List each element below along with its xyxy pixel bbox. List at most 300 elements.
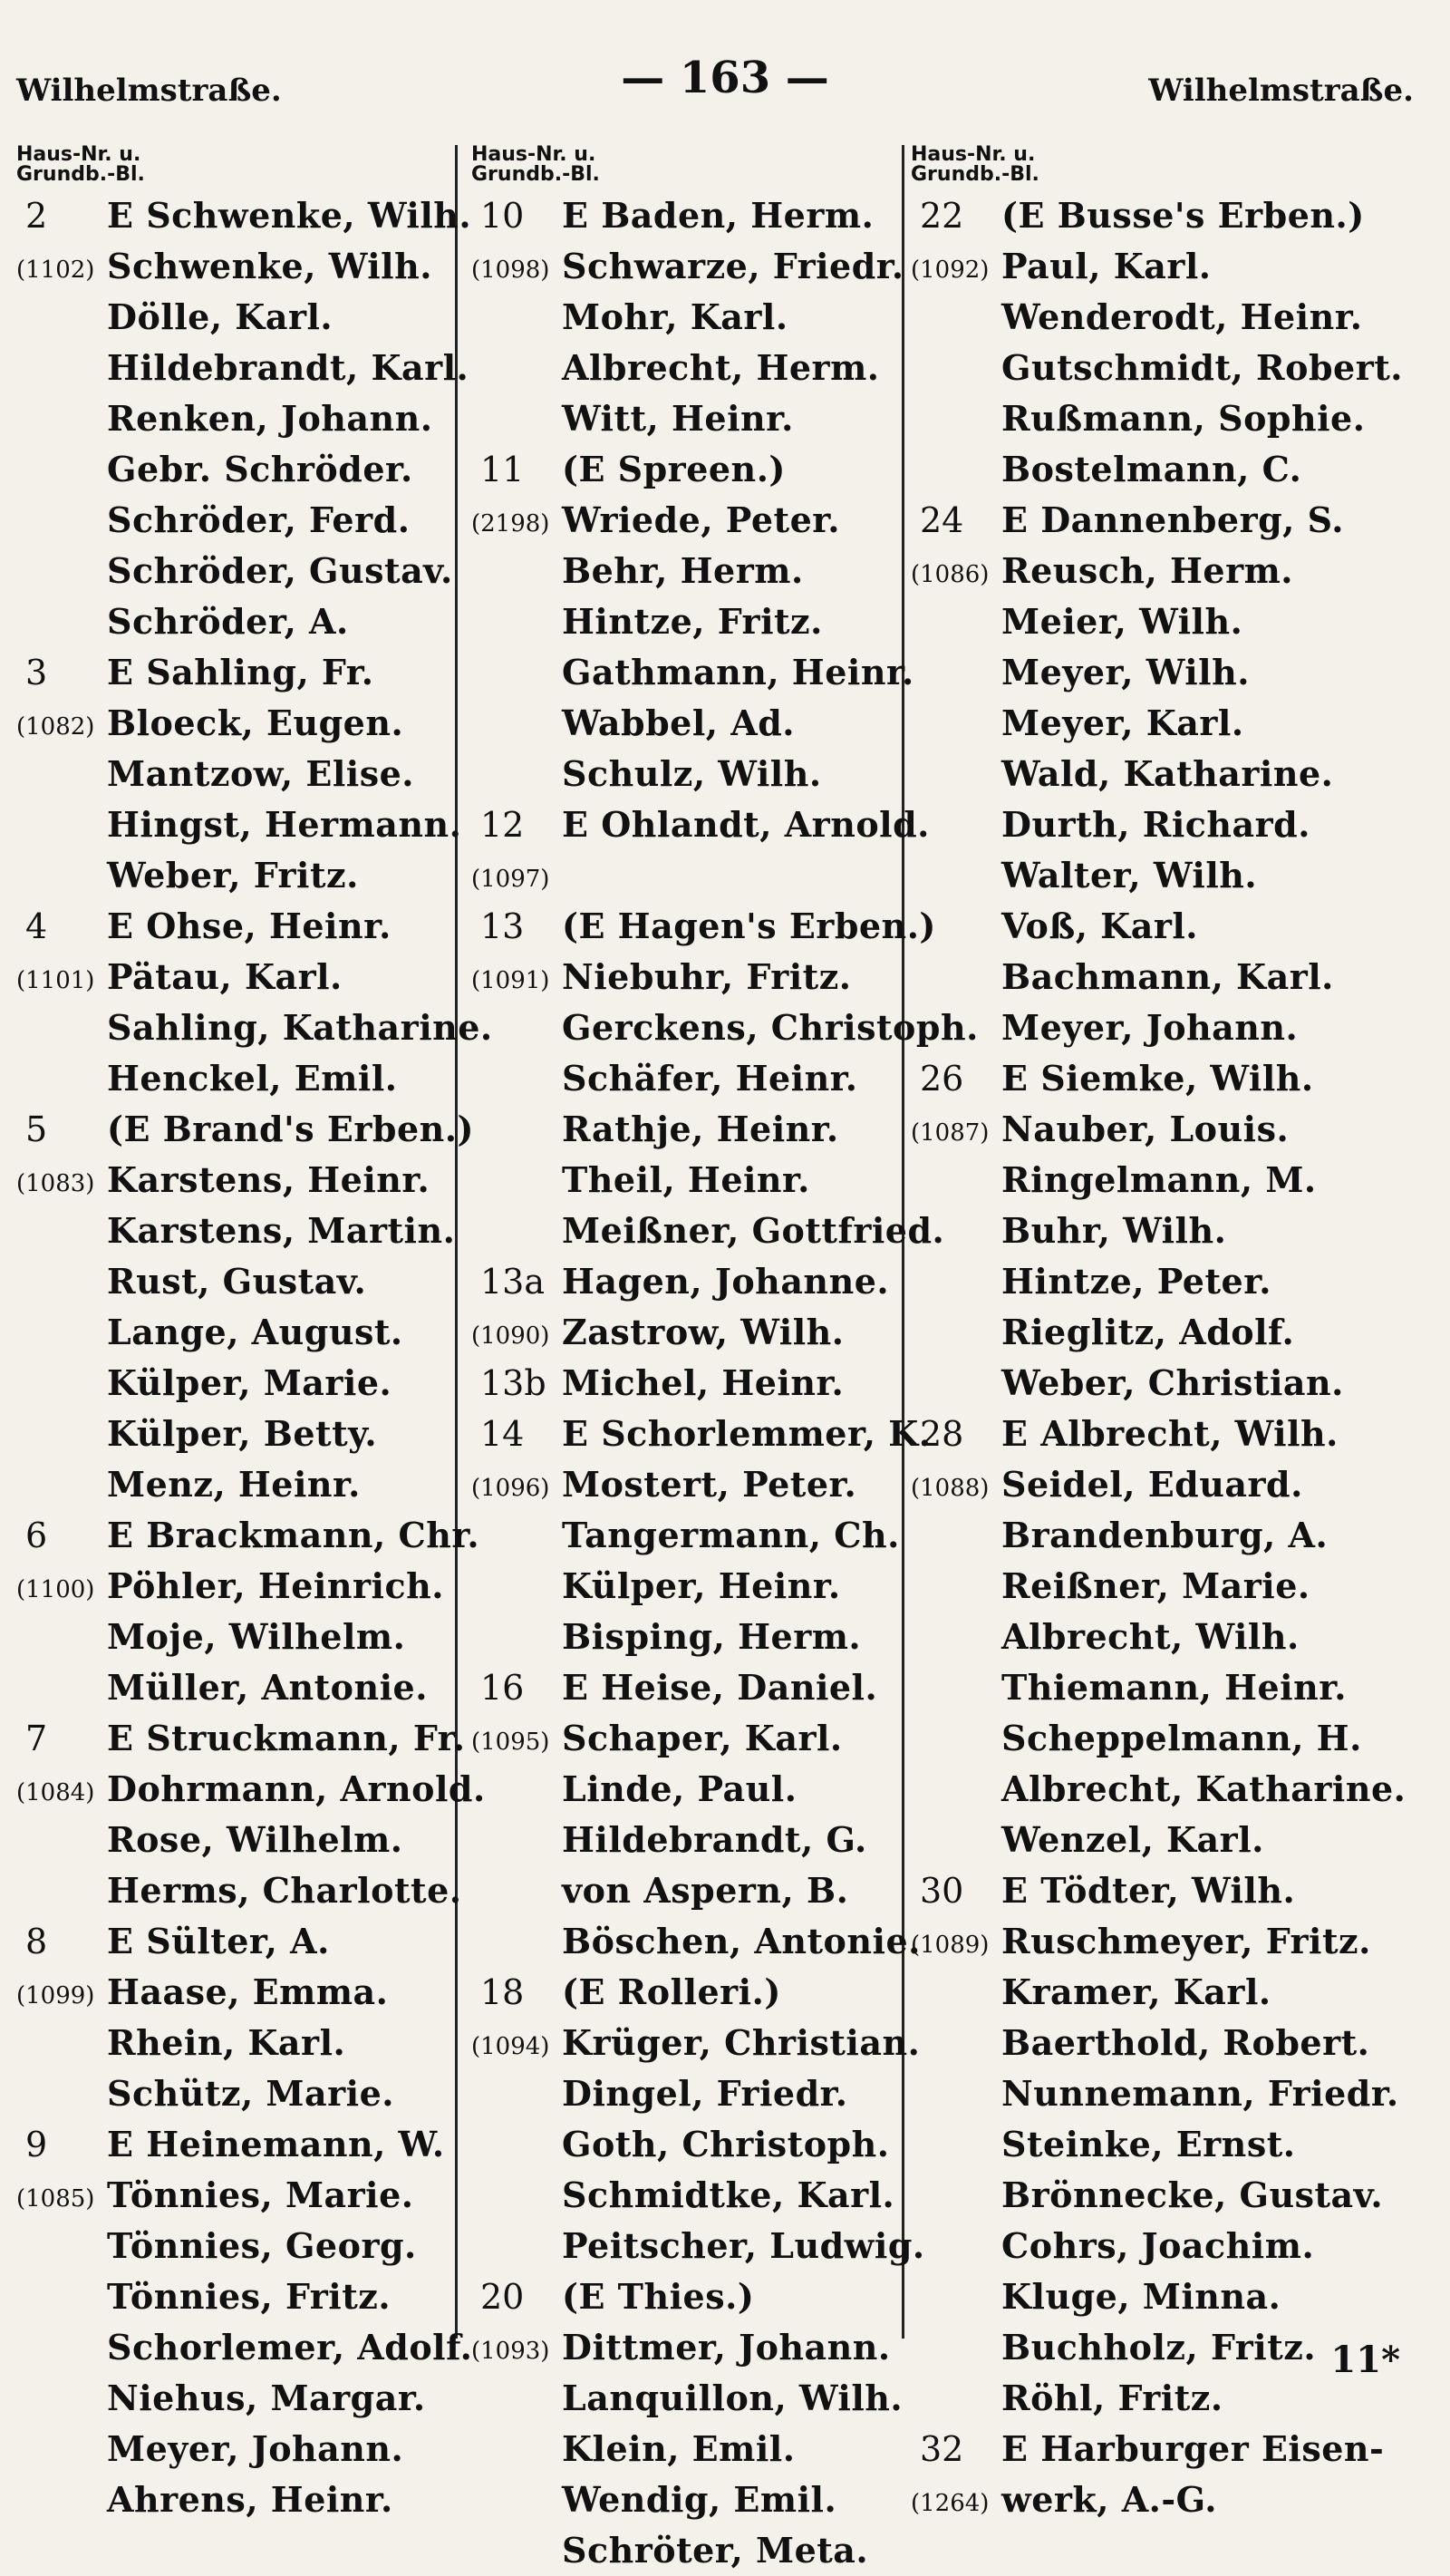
resident-name: Ahrens, Heinr. [107,2479,393,2520]
resident-name: Tangermann, Ch. [562,1515,900,1555]
list-item [911,444,1400,495]
list-item [16,799,462,850]
house-number: 12 [480,805,525,845]
resident-name: Wriede, Peter. [562,499,841,540]
resident-name: Röhl, Fritz. [1001,2377,1223,2418]
resident-name: Rust, Gustav. [107,1261,367,1302]
resident-name: Schröder, A. [107,601,349,642]
house-number: 10 [480,196,525,236]
house-number: 18 [480,1972,525,2012]
list-item [471,2424,902,2474]
list-item [16,1865,462,1916]
resident-name: Kluge, Minna. [1001,2276,1281,2317]
resident-name: Dölle, Karl. [107,296,334,337]
resident-name: (E Rolleri.) [562,1971,781,2012]
list-item [471,393,902,444]
list-item [16,1409,451,1459]
list-item [471,1256,902,1307]
resident-name: Brandenburg, A. [1001,1515,1329,1555]
resident-name: Hintze, Peter. [1001,1261,1271,1302]
list-item [471,1206,945,1256]
resident-name: Witt, Heinr. [562,398,794,439]
house-number: 22 [920,196,964,236]
resident-name: Paul, Karl. [1001,246,1212,286]
list-item [16,2119,451,2170]
resident-name: Renken, Johann. [107,398,433,439]
list-item [16,343,469,393]
list-item [911,647,1400,698]
resident-name: Mantzow, Elise. [107,753,414,794]
resident-name: Schulz, Wilh. [562,753,822,794]
list-item [911,1713,1400,1764]
house-number: 8 [25,1922,48,1961]
resident-name: Gutschmidt, Robert. [1001,347,1403,388]
resident-name: Hingst, Hermann. [107,804,462,845]
list-item [16,749,451,799]
land-register-number: (1094) [471,2033,550,2060]
resident-name: Wenderodt, Heinr. [1001,296,1363,337]
list-item [911,241,1400,292]
resident-name: E Dannenberg, S. [1001,499,1344,540]
land-register-number: (1088) [911,1475,990,1502]
list-item [911,850,1400,901]
list-item [16,241,451,292]
house-number: 28 [920,1414,964,1454]
resident-name: Hildebrandt, G. [562,1819,867,1860]
list-item [911,495,1400,546]
resident-name: E Heise, Daniel. [562,1667,878,1708]
land-register-number: (1084) [16,1779,95,1806]
list-item [911,1053,1400,1104]
resident-name: Albrecht, Katharine. [1001,1768,1406,1809]
land-register-number: (1097) [471,866,550,893]
resident-name: Külper, Marie. [107,1362,392,1403]
list-item [911,2322,1400,2373]
land-register-number: (2198) [471,510,550,537]
resident-name: Scheppelmann, H. [1001,1718,1362,1758]
resident-name: Weber, Fritz. [107,855,359,896]
column-header-line-2: Grundb.-Bl. [16,163,145,186]
list-item [471,1967,902,2018]
land-register-number: (1095) [471,1729,550,1756]
resident-name: Moje, Wilhelm. [107,1616,406,1657]
land-register-number: (1098) [471,257,550,284]
list-item [471,1815,902,1865]
resident-name: Bisping, Herm. [562,1616,862,1657]
list-item [16,850,451,901]
resident-name: Bloeck, Eugen. [107,702,404,743]
list-item [16,292,451,343]
resident-name: (E Hagen's Erben.) [562,905,936,946]
list-item [471,2018,921,2068]
resident-name: Rhein, Karl. [107,2022,346,2063]
list-item [471,749,902,799]
list-item [911,1510,1400,1561]
list-item [911,2271,1400,2322]
list-item [16,1053,451,1104]
house-number: 20 [480,2277,525,2317]
resident-name: E Sülter, A. [107,1921,330,1961]
resident-name: Pätau, Karl. [107,956,343,997]
list-item [911,2424,1400,2474]
resident-name: Theil, Heinr. [562,1159,810,1200]
resident-name: Krüger, Christian. [562,2022,921,2063]
resident-name: Herms, Charlotte. [107,1870,462,1911]
list-item [911,698,1400,749]
resident-name: Nunnemann, Friedr. [1001,2073,1399,2114]
list-item [16,698,451,749]
list-item [471,343,902,393]
column-1 [16,143,493,2520]
resident-name: Henckel, Emil. [107,1058,398,1099]
list-item [471,2271,902,2322]
column-header [911,145,1400,185]
list-item [911,292,1400,343]
list-item [16,1815,451,1865]
resident-name: Ringelmann, M. [1001,1159,1317,1200]
list-item [471,1561,902,1612]
resident-name: Buchholz, Fritz. [1001,2327,1317,2368]
list-item [16,1561,451,1612]
list-item [471,1510,902,1561]
list-item [471,647,914,698]
list-item [471,2170,902,2221]
resident-name: Reusch, Herm. [1001,550,1294,591]
list-item [471,292,902,343]
list-item [911,749,1400,799]
resident-name: Albrecht, Wilh. [1001,1616,1300,1657]
list-item [471,698,902,749]
resident-name: Meyer, Wilh. [1001,652,1250,692]
list-item [911,1104,1400,1155]
house-number: 9 [25,2125,48,2164]
resident-name: Hintze, Fritz. [562,601,823,642]
list-item [16,2068,451,2119]
land-register-number: (1082) [16,713,95,741]
resident-name: Klein, Emil. [562,2428,796,2469]
resident-name: E Schwenke, Wilh. [107,195,472,236]
list-item [911,1206,1400,1256]
resident-name: Tönnies, Marie. [107,2174,414,2215]
list-item [471,1409,932,1459]
entry-list [16,190,493,2525]
column-header-line-1: Haus-Nr. u. [911,143,1036,166]
list-item [471,1713,902,1764]
resident-name: Bostelmann, C. [1001,449,1302,489]
list-item [911,1662,1400,1713]
column-3 [911,143,1406,2520]
column-header-line-1: Haus-Nr. u. [16,143,141,166]
resident-name: Behr, Herm. [562,550,804,591]
resident-name: Schaper, Karl. [562,1718,843,1758]
list-item [471,1307,902,1358]
resident-name: E Schorlemmer, K. [562,1413,932,1454]
resident-name: Thiemann, Heinr. [1001,1667,1347,1708]
resident-name: Hagen, Johanne. [562,1261,890,1302]
list-item [16,1764,486,1815]
list-item [911,1256,1400,1307]
resident-name: Külper, Betty. [107,1413,378,1454]
resident-name: Rathje, Heinr. [562,1109,839,1149]
list-item [16,2018,451,2068]
resident-name: (E Spreen.) [562,449,786,489]
list-item [16,596,451,647]
resident-name: Durth, Richard. [1001,804,1310,845]
resident-name: Sahling, Katharine. [107,1007,493,1048]
list-item [911,2474,1400,2525]
list-item [911,1815,1400,1865]
resident-name: von Aspern, B. [562,1870,849,1911]
list-item [16,1155,451,1206]
land-register-number: (1083) [16,1170,95,1197]
list-item [471,1612,902,1662]
resident-name: Schröder, Ferd. [107,499,411,540]
land-register-number: (1099) [16,1982,95,2009]
resident-name: Tönnies, Georg. [107,2225,417,2266]
list-item [471,850,902,901]
resident-name: Schmidtke, Karl. [562,2174,895,2215]
list-item [471,1662,902,1713]
resident-name: Nauber, Louis. [1001,1109,1290,1149]
resident-name: Pöhler, Heinrich. [107,1565,444,1606]
resident-name: E Heinemann, W. [107,2124,445,2164]
list-item [911,2119,1400,2170]
list-item [16,1104,474,1155]
house-number: 11 [480,450,525,489]
resident-name: Bachmann, Karl. [1001,956,1334,997]
list-item [911,1002,1400,1053]
resident-name: E Albrecht, Wilh. [1001,1413,1339,1454]
resident-name: (E Thies.) [562,2276,755,2317]
resident-name: Gebr. Schröder. [107,449,413,489]
list-item [471,190,902,241]
list-item [471,1764,902,1815]
list-item [471,1053,902,1104]
resident-name: Reißner, Marie. [1001,1565,1310,1606]
list-item [16,444,451,495]
resident-name: E Ohlandt, Arnold. [562,804,930,845]
list-item [16,901,451,952]
resident-name: Wendig, Emil. [562,2479,837,2520]
resident-name: werk, A.-G. [1001,2479,1218,2520]
resident-name: Dingel, Friedr. [562,2073,848,2114]
resident-name: Niehus, Margar. [107,2377,426,2418]
resident-name: Meißner, Gottfried. [562,1210,945,1251]
list-item [16,393,451,444]
resident-name: Albrecht, Herm. [562,347,880,388]
resident-name: Kramer, Karl. [1001,1971,1271,2012]
resident-name: Karstens, Heinr. [107,1159,430,1200]
list-item [911,799,1400,850]
list-item [471,1865,902,1916]
house-number: 5 [25,1109,48,1149]
list-item [471,2525,902,2576]
house-number: 13b [480,1363,546,1403]
resident-name: E Brackmann, Chr. [107,1515,480,1555]
resident-name: Weber, Christian. [1001,1362,1344,1403]
list-item [911,1409,1400,1459]
resident-name: Goth, Christoph. [562,2124,890,2164]
list-item [16,2271,451,2322]
list-item [471,596,902,647]
resident-name: Meyer, Karl. [1001,702,1244,743]
resident-name: Haase, Emma. [107,1971,389,2012]
resident-name: Mostert, Peter. [562,1464,857,1505]
resident-name: Gathmann, Heinr. [562,652,914,692]
resident-name: Meier, Wilh. [1001,601,1243,642]
list-item [911,393,1400,444]
list-item [471,1002,979,1053]
list-item [16,190,472,241]
list-item [471,2068,902,2119]
resident-name: Gerckens, Christoph. [562,1007,979,1048]
resident-name: E Harburger Eisen- [1001,2428,1385,2469]
land-register-number: (1102) [16,257,95,284]
list-item [471,1155,902,1206]
resident-name: Tönnies, Fritz. [107,2276,392,2317]
entry-list [911,190,1406,2525]
house-number: 13 [480,906,525,946]
list-item [471,444,902,495]
list-item [471,952,902,1002]
column-header-line-1: Haus-Nr. u. [471,143,596,166]
resident-name: Wenzel, Karl. [1001,1819,1264,1860]
street-header-left: Wilhelmstraße. [16,73,282,109]
resident-name: Peitscher, Ludwig. [562,2225,925,2266]
resident-name: E Ohse, Heinr. [107,905,392,946]
resident-name: E Tödter, Wilh. [1001,1870,1296,1911]
list-item [16,1459,451,1510]
land-register-number: (1101) [16,967,95,994]
resident-name: Meyer, Johann. [1001,1007,1299,1048]
resident-name: (E Brand's Erben.) [107,1109,474,1149]
list-item [911,2018,1400,2068]
resident-name: E Siemke, Wilh. [1001,1058,1314,1099]
column-header [471,145,902,185]
list-item [471,2373,902,2424]
resident-name: Külper, Heinr. [562,1565,841,1606]
resident-name: Brönnecke, Gustav. [1001,2174,1384,2215]
list-item [471,901,936,952]
list-item [16,495,451,546]
list-item [911,2170,1400,2221]
list-item [471,2322,902,2373]
resident-name: Baerthold, Robert. [1001,2022,1370,2063]
house-number: 16 [480,1668,525,1708]
list-item [911,1612,1400,1662]
list-item [16,1256,451,1307]
resident-name: Wald, Katharine. [1001,753,1334,794]
list-item [911,190,1400,241]
resident-name: Zastrow, Wilh. [562,1312,845,1352]
resident-name: Walter, Wilh. [1001,855,1258,896]
land-register-number: (1085) [16,2185,95,2213]
resident-name: Meyer, Johann. [107,2428,404,2469]
resident-name: Buhr, Wilh. [1001,1210,1227,1251]
list-item [471,2119,902,2170]
list-item [471,1459,902,1510]
page-number: — 163 — [621,53,829,103]
resident-name: Menz, Heinr. [107,1464,361,1505]
resident-name: Ruschmeyer, Fritz. [1001,1921,1371,1961]
list-item [16,546,451,596]
list-item [16,2424,451,2474]
house-number: 4 [25,906,48,946]
resident-name: Schäfer, Heinr. [562,1058,858,1099]
resident-name: Schröder, Gustav. [107,550,453,591]
house-number: 13a [480,1262,546,1302]
list-item [471,1358,902,1409]
resident-name: Cohrs, Joachim. [1001,2225,1315,2266]
column-header-line-2: Grundb.-Bl. [911,163,1039,186]
resident-name: Rose, Wilhelm. [107,1819,403,1860]
land-register-number: (1090) [471,1322,550,1350]
list-item [911,901,1400,952]
list-item [16,1612,451,1662]
resident-name: Böschen, Antonie. [562,1921,921,1961]
resident-name: Niebuhr, Fritz. [562,956,852,997]
list-item [471,546,902,596]
land-register-number: (1087) [911,1119,990,1147]
list-item [16,1713,466,1764]
list-item [911,546,1400,596]
house-number: 26 [920,1059,964,1099]
list-item [911,2373,1400,2424]
resident-name: Schröter, Meta. [562,2530,869,2571]
resident-name: Michel, Heinr. [562,1362,845,1403]
house-number: 14 [480,1414,525,1454]
list-item [16,1002,493,1053]
list-item [471,2474,902,2525]
list-item [911,1155,1400,1206]
list-item [16,2373,451,2424]
street-header-right: Wilhelmstraße. [1148,73,1414,109]
list-item [911,1865,1400,1916]
resident-name: (E Busse's Erben.) [1001,195,1365,236]
house-number: 32 [920,2429,964,2469]
list-item [16,1916,451,1967]
list-item [471,495,902,546]
land-register-number: (1100) [16,1576,95,1603]
resident-name: Voß, Karl. [1001,905,1199,946]
resident-name: E Baden, Herm. [562,195,875,236]
resident-name: Lanquillon, Wilh. [562,2377,904,2418]
list-item [16,1967,451,2018]
resident-name: Schütz, Marie. [107,2073,394,2114]
resident-name: E Sahling, Fr. [107,652,374,692]
list-item [471,2221,925,2271]
list-item [911,2068,1400,2119]
house-number: 6 [25,1516,48,1555]
land-register-number: (1091) [471,967,550,994]
list-item [911,1459,1400,1510]
list-item [16,1510,480,1561]
land-register-number: (1089) [911,1932,990,1959]
resident-name: Schwarze, Friedr. [562,246,904,286]
land-register-number: (1086) [911,561,990,588]
resident-name: Wabbel, Ad. [562,702,795,743]
list-item [911,1307,1400,1358]
column-header-line-2: Grundb.-Bl. [471,163,600,186]
resident-name: Dittmer, Johann. [562,2327,891,2368]
list-item [16,952,451,1002]
list-item [16,1307,451,1358]
resident-name: Linde, Paul. [562,1768,798,1809]
list-item [471,799,930,850]
list-item [911,952,1400,1002]
house-number: 24 [920,500,964,540]
list-item [16,1358,451,1409]
